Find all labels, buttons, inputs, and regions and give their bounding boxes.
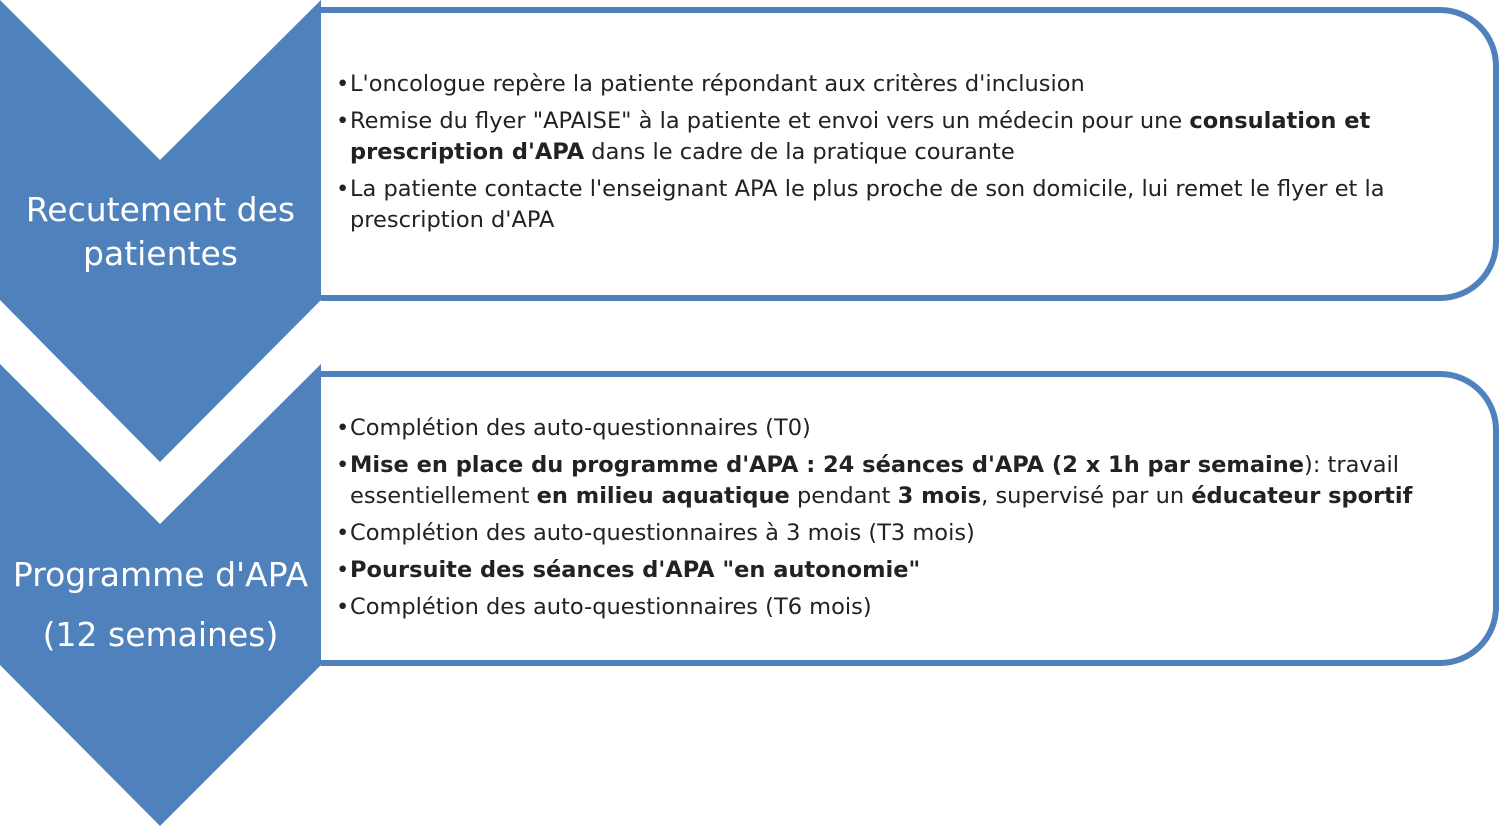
step1-label: [0, 188, 321, 276]
list-item-text: [350, 518, 975, 549]
list-item: [336, 592, 1472, 623]
bold-text: en milieu aquatique: [536, 483, 790, 509]
bullet-icon: •: [336, 520, 350, 546]
bullet-icon: •: [336, 415, 350, 441]
list-item-text: [350, 106, 1472, 168]
step1-label-line-2: patientes: [83, 234, 238, 273]
bullet-icon: •: [336, 557, 350, 583]
text-segment: Complétion des auto-questionnaires à 3 mois (T3 mois): [350, 520, 975, 546]
list-item: [336, 69, 1472, 100]
list-item-text: [350, 450, 1472, 512]
step2-label-line-2: (12 semaines): [42, 615, 279, 654]
step2-label: [0, 545, 321, 665]
text-segment: Complétion des auto-questionnaires (T6 mois): [350, 594, 872, 620]
bold-text: consulation et prescription d'APA: [350, 108, 1371, 165]
list-item: [336, 518, 1472, 549]
list-item: [336, 413, 1472, 444]
bullet-icon: •: [336, 108, 350, 134]
step2-label-line-1: Programme d'APA: [12, 555, 309, 594]
list-item-text: [350, 69, 1085, 100]
list-item: [336, 174, 1472, 236]
text-segment: ): travail essentiellement: [350, 452, 1400, 509]
text-segment: L'oncologue repère la patiente répondant aux critères d'inclusion: [350, 71, 1085, 97]
list-item-text: [350, 555, 920, 586]
text-segment: , supervisé par un: [981, 483, 1192, 509]
text-segment: dans le cadre de la pratique courante: [584, 139, 1015, 165]
list-item: [336, 106, 1472, 168]
text-segment: pendant: [789, 483, 898, 509]
bold-text: 3 mois: [897, 483, 982, 509]
bold-text: Poursuite des séances d'APA "en autonomie": [350, 557, 921, 583]
step1-label-line-1: Recutement des: [25, 190, 296, 229]
list-item: [336, 555, 1472, 586]
text-segment: Remise du flyer "APAISE" à la patiente et envoi vers un médecin pour une: [350, 108, 1190, 134]
step2-bullet-list: [322, 413, 1472, 629]
list-item-text: [350, 174, 1472, 236]
bold-text: Mise en place du programme d'APA : 24 séances d'APA (2 x 1h par semaine: [350, 452, 1305, 478]
bold-text: éducateur sportif: [1191, 483, 1413, 509]
text-segment: La patiente contacte l'enseignant APA le plus proche de son domicile, lui remet le flyer et la prescription d'APA: [350, 176, 1385, 233]
list-item-text: [350, 592, 872, 623]
text-segment: Complétion des auto-questionnaires (T0): [350, 415, 811, 441]
bullet-icon: •: [336, 176, 350, 202]
list-item-text: [350, 413, 811, 444]
list-item: [336, 450, 1472, 512]
step1-bullet-list: [322, 69, 1472, 242]
bullet-icon: •: [336, 594, 350, 620]
bullet-icon: •: [336, 71, 350, 97]
bullet-icon: •: [336, 452, 350, 478]
